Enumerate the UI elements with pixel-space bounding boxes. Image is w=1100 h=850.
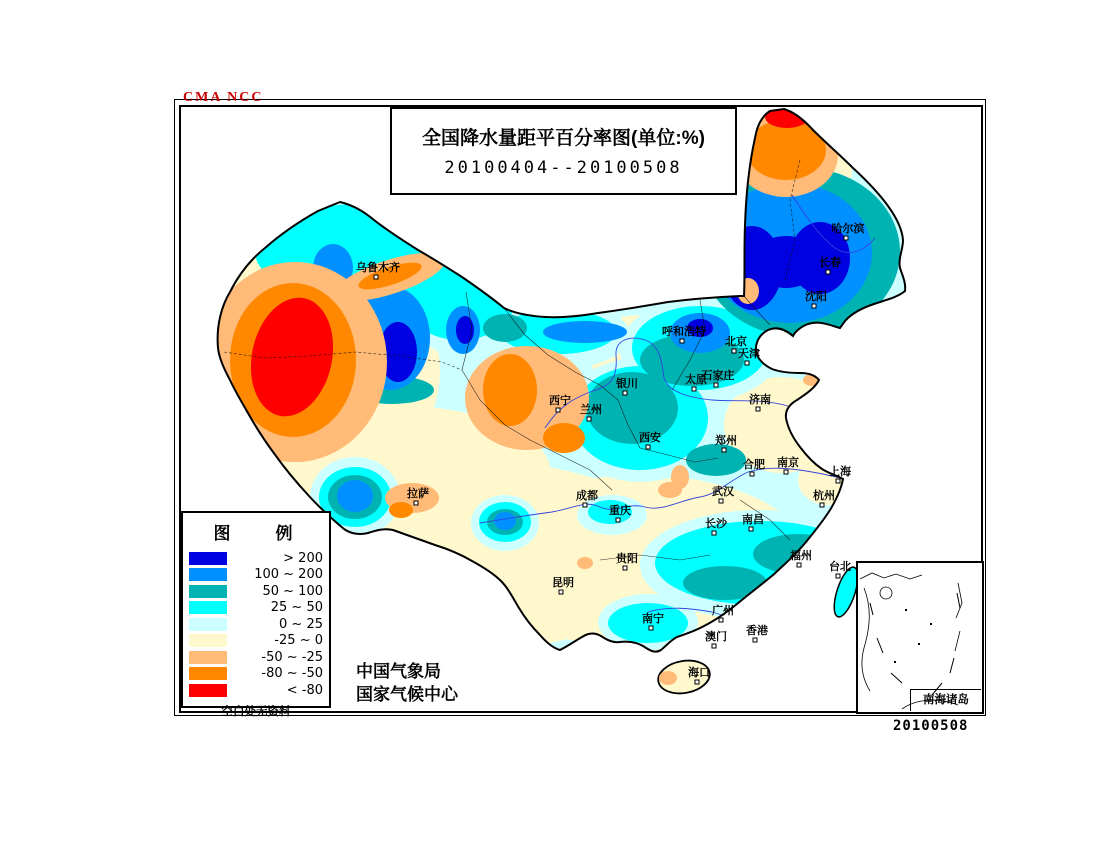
city	[705, 629, 727, 648]
legend-row	[189, 583, 323, 600]
hainan-west-anomaly	[659, 671, 677, 685]
inset-svg	[858, 563, 982, 712]
city-marker	[587, 417, 591, 421]
legend-note: 空白处无资料	[221, 705, 291, 718]
city-marker	[745, 361, 749, 365]
city-name: 海口	[688, 666, 710, 679]
legend-swatch	[189, 684, 227, 697]
city-marker	[836, 479, 840, 483]
city-name: 广州	[712, 604, 734, 617]
city-marker	[559, 590, 563, 594]
city-marker	[719, 618, 723, 622]
city-name: 南京	[777, 456, 799, 469]
legend-row	[189, 666, 323, 683]
legend-swatch	[189, 585, 227, 598]
legend-range-label: -80 ~ -50	[261, 666, 323, 682]
city-name: 济南	[749, 393, 771, 406]
legend	[181, 511, 331, 718]
legend-range-label: > 200	[283, 550, 323, 566]
city-name: 银川	[616, 377, 638, 390]
city-marker	[623, 391, 627, 395]
map-title-box	[390, 107, 737, 195]
city-marker	[692, 387, 696, 391]
city-name: 昆明	[552, 576, 574, 589]
legend-swatch	[189, 568, 227, 581]
city-marker	[753, 638, 757, 642]
city-marker	[749, 527, 753, 531]
south-china-sea-inset	[856, 561, 984, 714]
inset-islands	[894, 609, 932, 663]
city-name: 郑州	[715, 434, 737, 447]
city-name: 西宁	[549, 394, 571, 407]
city-marker	[649, 626, 653, 630]
legend-row	[189, 633, 323, 650]
city-marker	[680, 339, 684, 343]
city-name: 上海	[829, 465, 851, 478]
city-name: 杭州	[813, 489, 835, 502]
map-date-range: 20100404--20100508	[444, 158, 683, 178]
city-marker	[719, 499, 723, 503]
city-name: 南昌	[742, 513, 764, 526]
city-marker	[712, 644, 716, 648]
issue-date: 20100508	[893, 718, 969, 734]
legend-row	[189, 550, 323, 567]
city-name: 香港	[746, 624, 768, 637]
city-marker	[714, 383, 718, 387]
city-name: 太原	[685, 373, 707, 386]
legend-range-label: -25 ~ 0	[274, 633, 323, 649]
legend-range-label: 50 ~ 100	[262, 583, 323, 599]
city-marker	[646, 445, 650, 449]
organization-text	[356, 660, 458, 706]
city-marker	[712, 531, 716, 535]
legend-row	[189, 616, 323, 633]
city-marker	[820, 503, 824, 507]
cma-ncc-watermark: CMA NCC	[183, 90, 264, 105]
city-marker	[784, 470, 788, 474]
city-name: 福州	[790, 549, 812, 562]
city-name: 台北	[829, 560, 851, 573]
legend-swatch	[189, 552, 227, 565]
city-marker	[797, 563, 801, 567]
city-marker	[414, 501, 418, 505]
city-name: 沈阳	[805, 290, 827, 303]
city-name: 乌鲁木齐	[356, 261, 400, 274]
city-name: 长春	[819, 256, 841, 269]
org-line-1: 中国气象局	[356, 662, 441, 681]
legend-row	[189, 600, 323, 617]
legend-range-label: 100 ~ 200	[254, 567, 323, 583]
legend-range-label: 0 ~ 25	[279, 616, 323, 632]
legend-range-label: 25 ~ 50	[270, 600, 323, 616]
city	[789, 548, 812, 567]
city-name: 西安	[639, 431, 661, 444]
city-marker	[556, 408, 560, 412]
city-name: 合肥	[743, 458, 765, 471]
city-name: 拉萨	[407, 487, 429, 500]
inset-coastlines	[860, 573, 962, 709]
legend-swatch	[189, 651, 227, 664]
city-marker	[623, 566, 627, 570]
inset-dashed-boundary	[870, 593, 960, 695]
city-marker	[732, 349, 736, 353]
legend-swatch	[189, 618, 227, 631]
legend-rows	[189, 550, 323, 699]
city-name: 重庆	[609, 504, 631, 517]
city-name: 哈尔滨	[831, 222, 865, 235]
legend-swatch	[189, 634, 227, 647]
city-name: 长沙	[705, 517, 727, 530]
city-name: 兰州	[580, 403, 602, 416]
city-marker	[756, 407, 760, 411]
legend-row	[189, 682, 323, 699]
legend-swatch	[189, 601, 227, 614]
city-marker	[836, 574, 840, 578]
city-marker	[826, 270, 830, 274]
legend-row	[189, 567, 323, 584]
map-title: 全国降水量距平百分率图(单位:%)	[422, 128, 705, 149]
legend-row	[189, 649, 323, 666]
city-name: 呼和浩特	[662, 325, 706, 338]
legend-swatch	[189, 667, 227, 680]
org-line-2: 国家气候中心	[356, 685, 458, 704]
city-marker	[812, 304, 816, 308]
city-name: 澳门	[705, 630, 727, 643]
legend-range-label: < -80	[286, 682, 323, 698]
city-marker	[695, 680, 699, 684]
inset-label: 南海诸岛	[910, 689, 981, 711]
city-marker	[844, 236, 848, 240]
city	[746, 623, 768, 642]
city-name: 贵阳	[616, 552, 638, 565]
city-name: 天津	[738, 347, 760, 360]
city-marker	[616, 518, 620, 522]
city-marker	[722, 448, 726, 452]
city-name: 石家庄	[701, 369, 735, 382]
legend-range-label: -50 ~ -25	[261, 649, 323, 665]
city-name: 北京	[725, 335, 747, 348]
city-name: 武汉	[712, 485, 734, 498]
legend-title: 图 例	[213, 524, 307, 543]
city-name: 南宁	[642, 612, 664, 625]
city-marker	[374, 275, 378, 279]
city-marker	[583, 503, 587, 507]
city-name: 成都	[576, 489, 598, 502]
city-marker	[750, 472, 754, 476]
